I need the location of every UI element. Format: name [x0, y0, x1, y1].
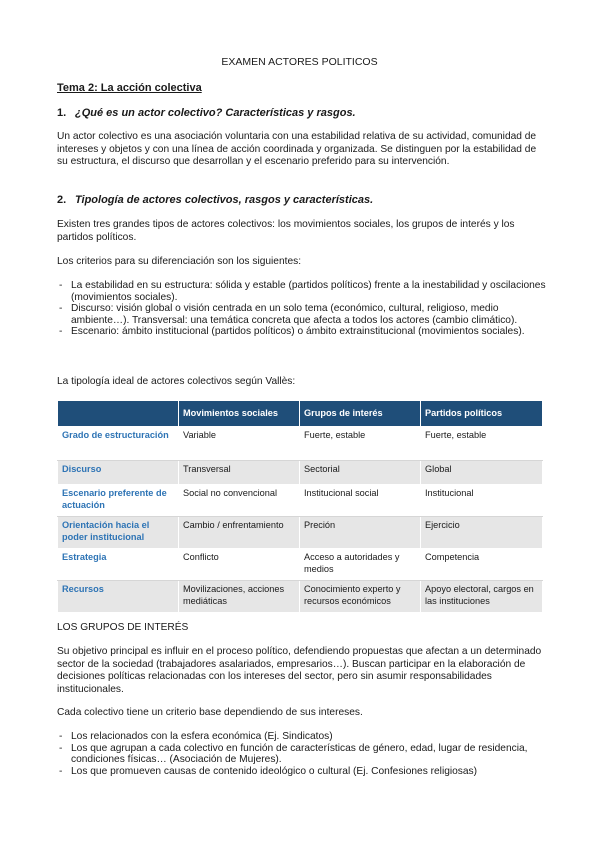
question-1-text: ¿Qué es un actor colectivo? Características y rasgos. [75, 107, 356, 119]
table-header-cell [58, 401, 179, 427]
list-item: - Los que promueven causas de contenido ideológico o cultural (Ej. Confesiones religiosas) [57, 766, 547, 778]
table-header-cell: Grupos de interés [300, 401, 421, 427]
table-row-header: Orientación hacia el poder institucional [58, 517, 179, 549]
table-row [58, 427, 543, 461]
table-row-header: Recursos [58, 581, 179, 613]
table-row-header: Discurso [58, 461, 179, 485]
section-grupos-interes-title: LOS GRUPOS DE INTERÉS [57, 622, 189, 633]
criteria-list [57, 280, 547, 338]
table-cell: Global [421, 461, 543, 485]
document-title: EXAMEN ACTORES POLITICOS [221, 56, 378, 68]
topic-heading: Tema 2: La acción colectiva [57, 82, 202, 94]
list-item: - Los relacionados con la esfera económica (Ej. Sindicatos) [57, 731, 547, 743]
table-cell: Preción [300, 517, 421, 549]
table-cell: Ejercicio [421, 517, 543, 549]
list-item: - Escenario: ámbito institucional (partidos políticos) o ámbito extrainstitucional (movimientos sociales). [57, 326, 547, 338]
table-row-header: Escenario preferente de actuación [58, 485, 179, 517]
groups-list [57, 731, 547, 777]
table-row-header: Grado de estructuración [58, 427, 179, 461]
table-cell: Institucional [421, 485, 543, 517]
table-cell: Transversal [179, 461, 300, 485]
paragraph-tipologia: La tipología ideal de actores colectivos según Vallès: [57, 376, 296, 387]
table-row-header: Estrategia [58, 549, 179, 581]
table-cell: Competencia [421, 549, 543, 581]
table-header-row [58, 401, 543, 427]
table-cell: Social no convencional [179, 485, 300, 517]
typology-table [57, 400, 543, 613]
table-cell: Variable [179, 427, 300, 461]
table-row [58, 485, 543, 517]
table-header-cell: Movimientos sociales [179, 401, 300, 427]
table-cell: Fuerte, estable [421, 427, 543, 461]
table-row [58, 581, 543, 613]
question-1-heading [57, 107, 356, 119]
table-cell: Sectorial [300, 461, 421, 485]
list-item: - Los que agrupan a cada colectivo en función de características de género, edad, lugar de residencia, condiciones físicas… (Asociación de Mujeres). [57, 743, 547, 766]
paragraph-objetivo: Su objetivo principal es influir en el proceso político, defendiendo propuestas que afectan a un determinado sector de la sociedad (trabajadores asalariados, empresarios…). Buscan participar en la elaboración de decisiones políticas relacionadas con los intereses del sector, pero sin asumir responsabilidades institucionales. [57, 646, 542, 695]
table-cell: Institucional social [300, 485, 421, 517]
question-2-text: Tipología de actores colectivos, rasgos y características. [75, 194, 374, 206]
table-header-cell: Partidos políticos [421, 401, 543, 427]
paragraph-actor-colectivo: Un actor colectivo es una asociación voluntaria con una estabilidad relativa de su actividad, comunidad de intereses y objetos y con una línea de acción coordinada y organizada. Se distinguen por la estabilidad de su estructura, el discurso que desarrollan y el escenario preferido para su intervención. [57, 131, 537, 167]
table-cell: Conocimiento experto y recursos económicos [300, 581, 421, 613]
table-cell: Movilizaciones, acciones mediáticas [179, 581, 300, 613]
table-cell: Cambio / enfrentamiento [179, 517, 300, 549]
table-cell: Fuerte, estable [300, 427, 421, 461]
table-row [58, 517, 543, 549]
paragraph-criterio-base: Cada colectivo tiene un criterio base dependiendo de sus intereses. [57, 707, 363, 718]
paragraph-criterios: Los criterios para su diferenciación son los siguientes: [57, 256, 302, 267]
table-row [58, 461, 543, 485]
table-cell: Acceso a autoridades y medios [300, 549, 421, 581]
table-cell: Apoyo electoral, cargos en las instituciones [421, 581, 543, 613]
question-2-number: 2. [57, 194, 67, 206]
paragraph-tipos: Existen tres grandes tipos de actores colectivos: los movimientos sociales, los grupos de interés y los partidos políticos. [57, 219, 515, 243]
list-item: - Discurso: visión global o visión centrada en un solo tema (económico, cultural, religioso, medio ambiente…). Transversal: una temática concreta que afecta a todos los actores (cambio climático). [57, 303, 547, 326]
table-cell: Conflicto [179, 549, 300, 581]
list-item: - La estabilidad en su estructura: sólida y estable (partidos políticos) frente a la inestabilidad y oscilaciones (movimientos sociales). [57, 280, 547, 303]
question-1-number: 1. [57, 107, 67, 119]
table-row [58, 549, 543, 581]
question-2-heading [57, 194, 373, 206]
